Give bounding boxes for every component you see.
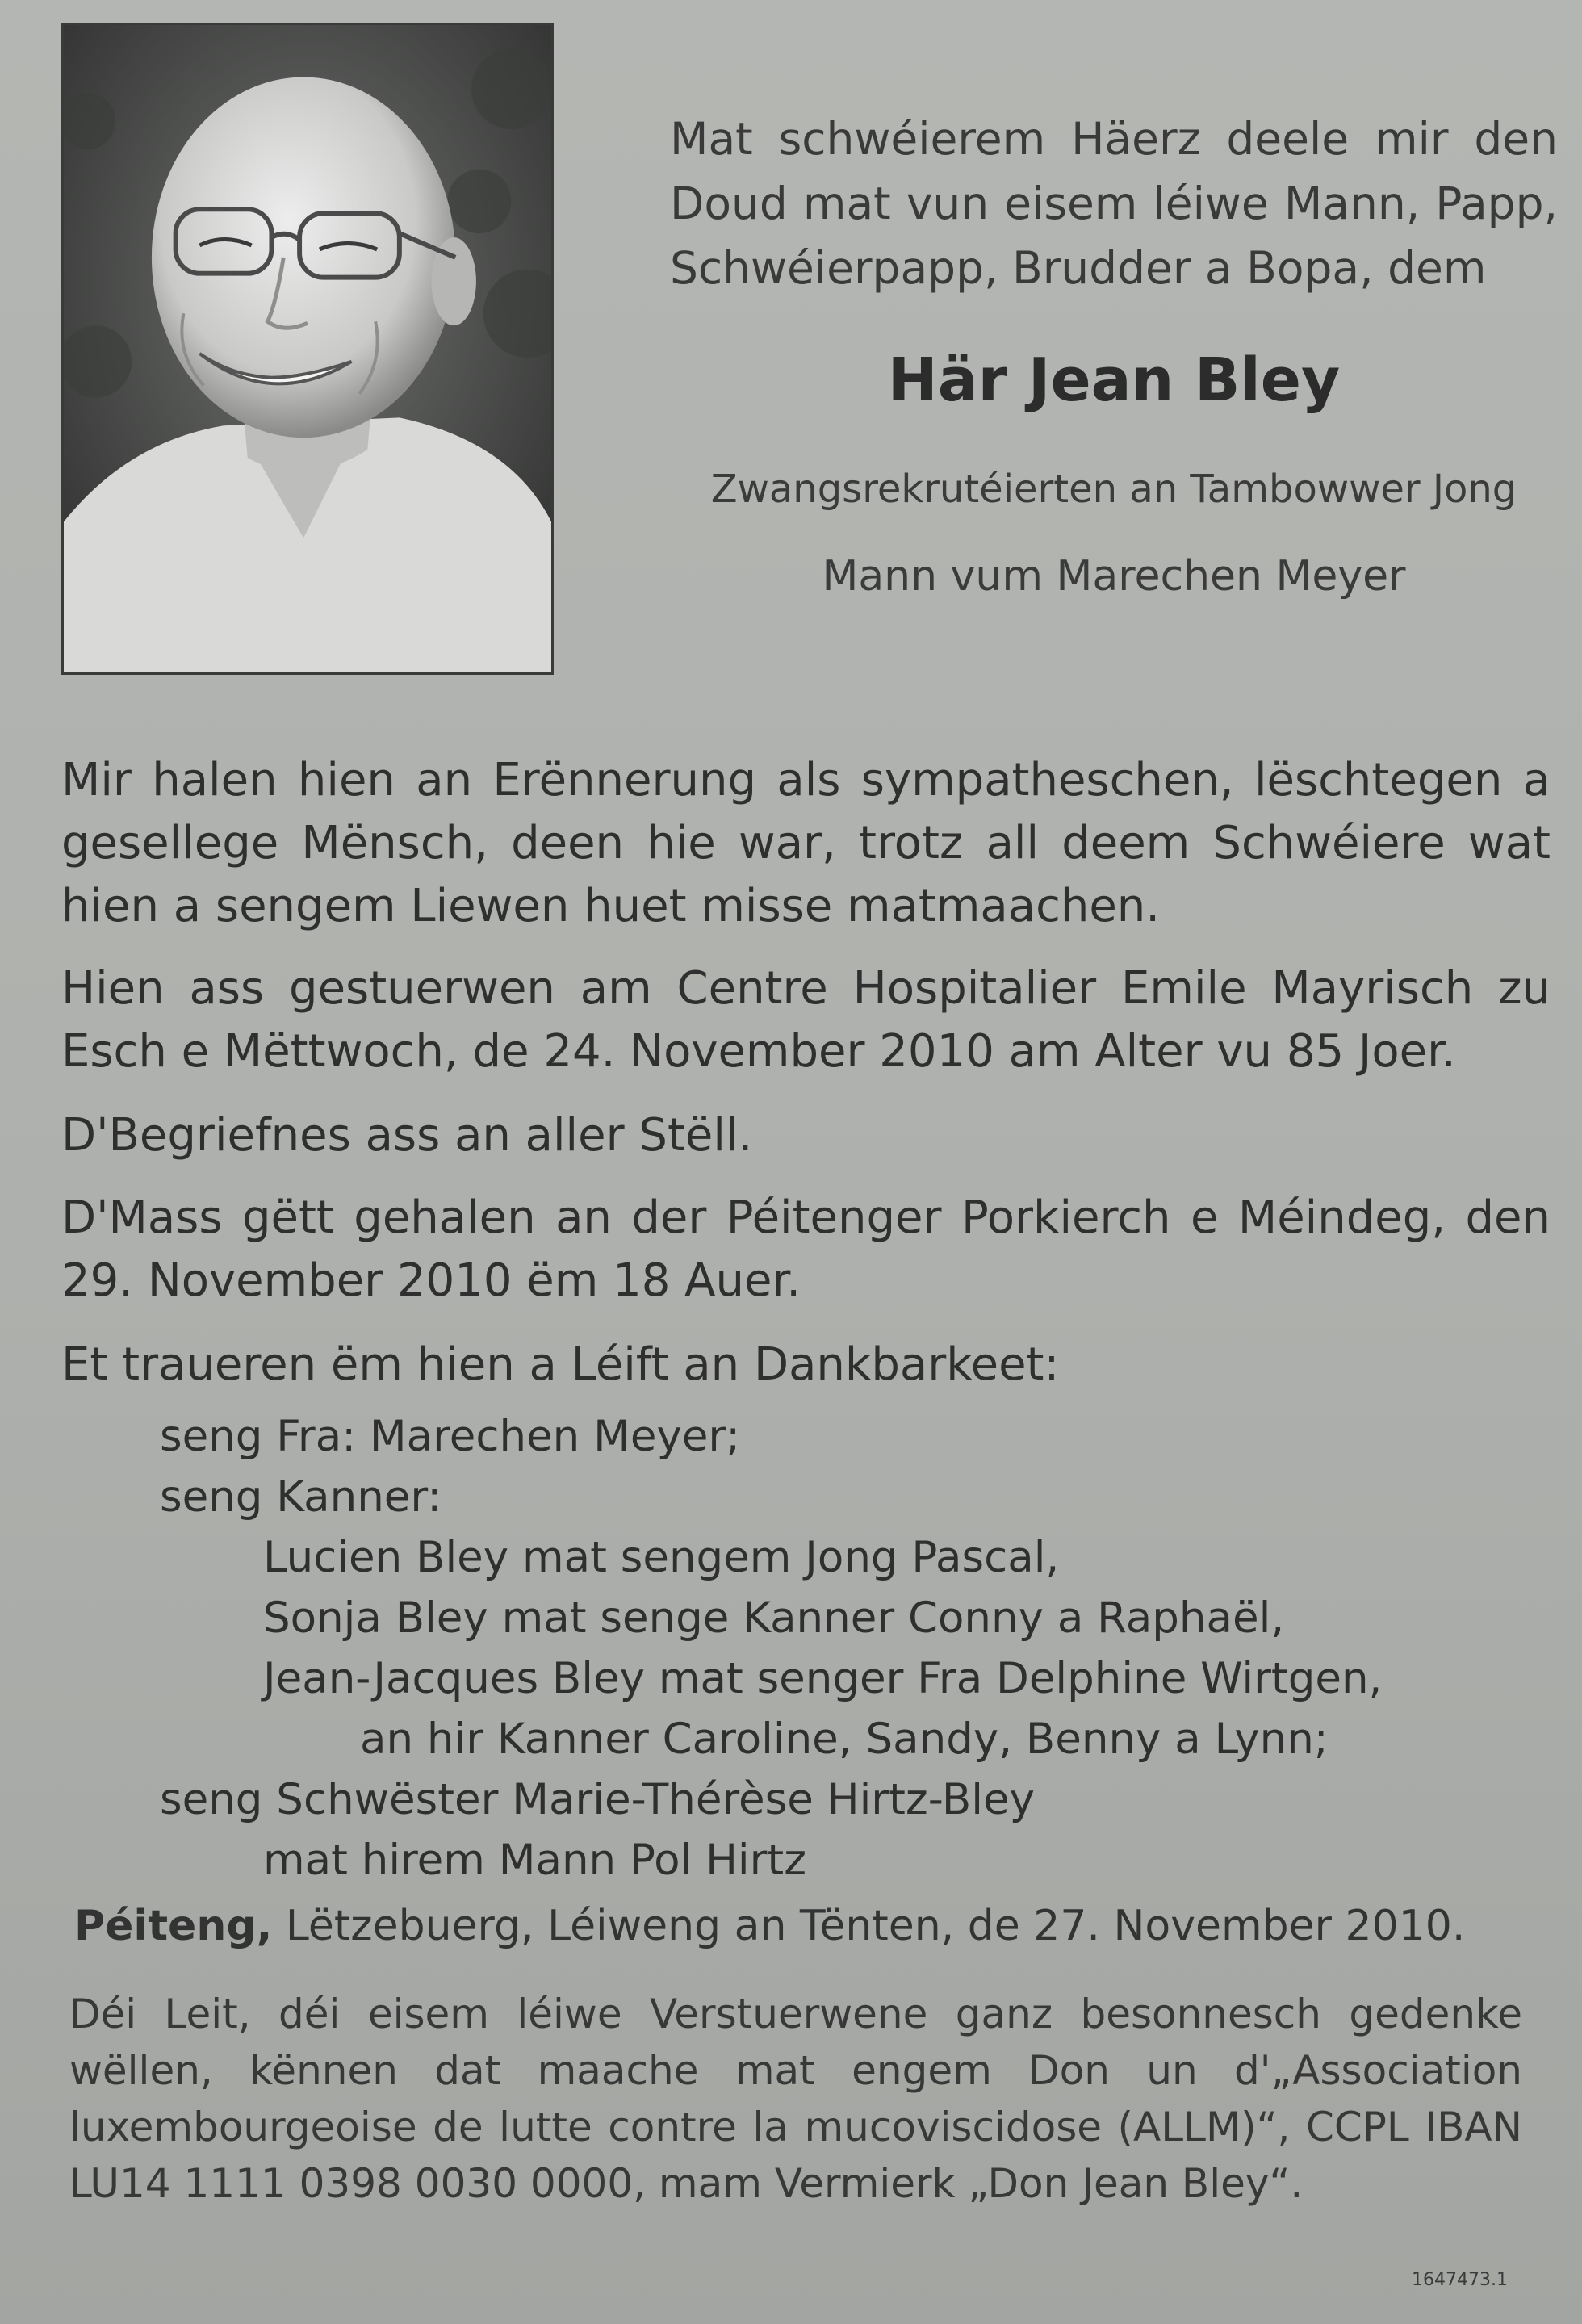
deceased-spouse-line: Mann vum Marechen Meyer [822, 552, 1406, 601]
intro-text: Mat schwéierem Häerz deele mir den Doud mat vun eisem léiwe Mann, Papp, Schwéierpapp, Brudder a Bopa, dem [670, 113, 1558, 294]
portrait-image [64, 25, 551, 672]
mourner-child: Sonja Bley mat senge Kanner Conny a Raphaël, [263, 1593, 1285, 1643]
portrait-photo [61, 23, 554, 675]
mourner-grandchildren: an hir Kanner Caroline, Sandy, Benny a Lynn; [360, 1715, 1329, 1764]
death-details-paragraph: Hien ass gestuerwen am Centre Hospitalier Emile Mayrisch zu Esch e Mëttwoch, de 24. November 2010 am Alter vu 85 Joer. [61, 962, 1551, 1078]
donation-note: Déi Leit, déi eisem léiwe Verstuerwene ganz besonnesch gedenke wëllen, kënnen dat maache mat engem Don un d'„Association luxembourgeoise de lutte contre la mucoviscidose (ALLM)“, CCPL IBAN LU14 1111 0398 0030 0000, mam Vermierk „Don Jean Bley“. [69, 1991, 1522, 2207]
funeral-paragraph: D'Begriefnes ass an aller Stëll. [61, 1109, 753, 1162]
place-date-rest: Lëtzebuerg, Léiweng an Tënten, de 27. November 2010. [272, 1902, 1466, 1950]
deceased-name: Här Jean Bley [887, 345, 1341, 415]
mourner-children-label: seng Kanner: [160, 1472, 442, 1522]
mourner-child: Lucien Bley mat sengem Jong Pascal, [263, 1533, 1060, 1582]
mourner-wife: seng Fra: Marechen Meyer; [160, 1412, 741, 1461]
place-name: Péiteng, [74, 1902, 273, 1950]
mourner-sister: seng Schwëster Marie-Thérèse Hirtz-Bley [160, 1775, 1035, 1824]
reference-number: 1647473.1 [1412, 2270, 1508, 2290]
mourners-intro: Et traueren ëm hien a Léift an Dankbarkeet: [61, 1338, 1060, 1391]
mourner-child: Jean-Jacques Bley mat senger Fra Delphine Wirtgen, [263, 1654, 1383, 1703]
mass-paragraph: D'Mass gëtt gehalen an der Péitenger Porkierch e Méindeg, den 29. November 2010 ëm 18 Auer. [61, 1191, 1551, 1307]
deceased-subtitle: Zwangsrekrutéierten an Tambowwer Jong [710, 467, 1517, 512]
mourner-sister-husband: mat hirem Mann Pol Hirtz [263, 1836, 807, 1885]
place-and-date-line [74, 1902, 1551, 1950]
mourners-list [61, 1406, 1563, 1891]
remembrance-paragraph: Mir halen hien an Erënnerung als sympatheschen, lëschtegen a gesellege Mënsch, deen hie war, trotz all deem Schwéiere wat hien a sengem Liewen huet misse matmaachen. [61, 754, 1551, 932]
